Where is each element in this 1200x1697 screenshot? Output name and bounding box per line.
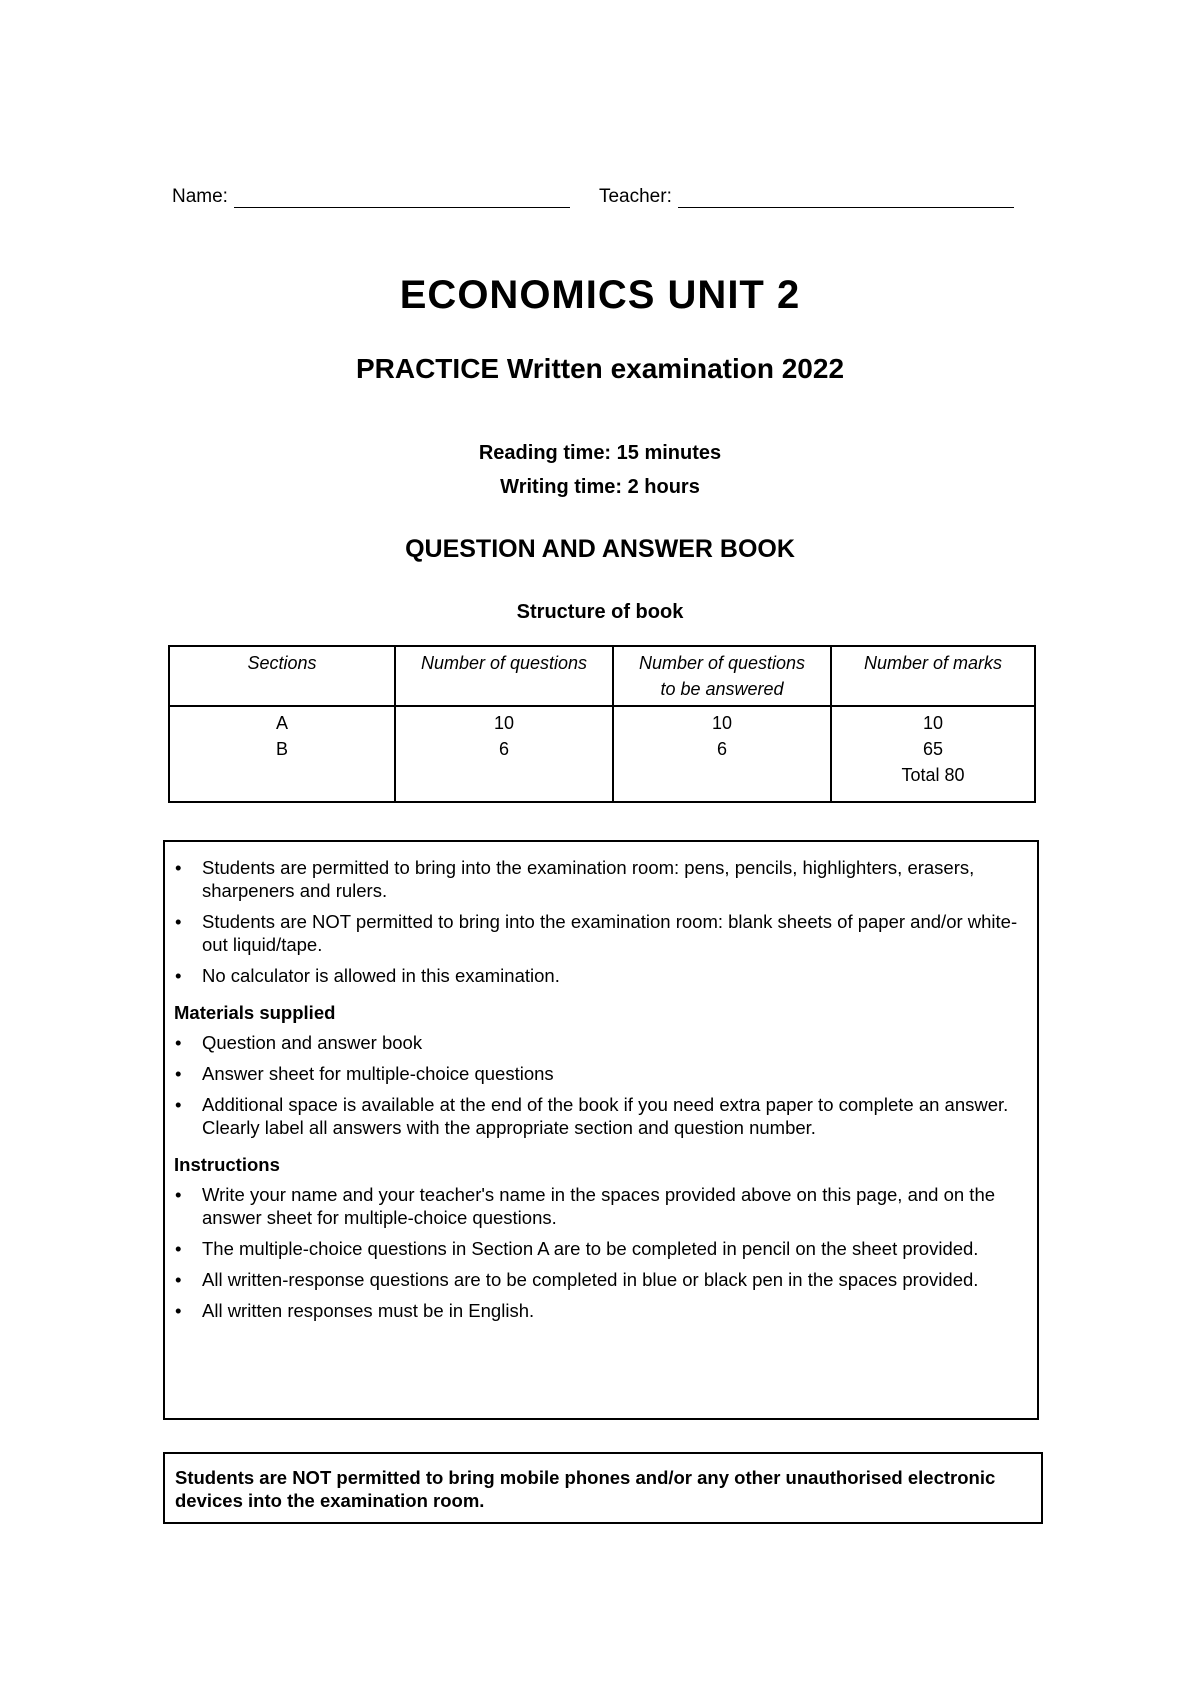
rules-box: [163, 840, 1039, 1420]
instructions-heading: Instructions: [174, 1154, 280, 1175]
list-item: • Write your name and your teacher's name in the spaces provided above on this page, and on the answer sheet for multiple-choice questions.: [175, 1184, 996, 1228]
bullet-icon: •: [175, 1063, 182, 1084]
structure-heading: Structure of book: [516, 601, 684, 623]
materials-list: [174, 1031, 1027, 1139]
col-questions-to-answer-label: Number of questions to be answered: [638, 653, 806, 699]
structure-data-row: [169, 706, 1035, 802]
name-field[interactable]: [234, 187, 570, 208]
section-a: A: [275, 713, 288, 733]
writing-time: Writing time: 2 hours: [500, 476, 700, 498]
page-subtitle: PRACTICE Written examination 2022: [355, 353, 845, 384]
bullet-icon: •: [175, 911, 182, 932]
book-heading: QUESTION AND ANSWER BOOK: [405, 535, 795, 563]
bullet-icon: •: [175, 1094, 182, 1115]
structure-header-row: [169, 646, 1035, 706]
bullet-icon: •: [175, 1184, 182, 1205]
marks-a: 10: [922, 713, 944, 733]
list-item: • All written-response questions are to be completed in blue or black pen in the spaces provided.: [175, 1269, 979, 1290]
col-sections: Sections: [169, 646, 395, 706]
general-rules-list: [174, 856, 1027, 987]
col-number-of-questions: Number of questions: [395, 646, 613, 706]
questions-b: 6: [498, 739, 509, 759]
questions-cell: [395, 706, 613, 802]
warning-box: [163, 1452, 1043, 1524]
warning-text: Students are NOT permitted to bring mobile phones and/or any other unauthorised electronic devices into the examination room.: [175, 1467, 996, 1511]
name-label: Name:: [172, 186, 228, 207]
list-item: • All written responses must be in English.: [175, 1300, 535, 1321]
list-item: • Students are NOT permitted to bring into the examination room: blank sheets of paper and/or white-out liquid/tape.: [175, 911, 1018, 955]
page-title: ECONOMICS UNIT 2: [399, 273, 801, 317]
to-answer-b: 6: [716, 739, 727, 759]
list-item: • No calculator is allowed in this examination.: [175, 965, 560, 986]
sections-cell: [169, 706, 395, 802]
list-item: • Students are permitted to bring into the examination room: pens, pencils, highlighters, erasers, sharpeners and rulers.: [175, 857, 975, 901]
name-teacher-line: [172, 186, 1014, 208]
structure-table: [168, 645, 1036, 803]
marks-total: Total 80: [901, 765, 965, 785]
bullet-icon: •: [175, 1300, 182, 1321]
teacher-label: Teacher:: [598, 186, 672, 207]
list-item: • Question and answer book: [175, 1032, 423, 1053]
reading-time: Reading time: 15 minutes: [478, 442, 722, 464]
col-questions-to-answer: [613, 646, 831, 706]
marks-b: 65: [922, 739, 944, 759]
to-answer-a: 10: [711, 713, 733, 733]
list-item: • The multiple-choice questions in Section A are to be completed in pencil on the sheet provided.: [175, 1238, 979, 1259]
list-item: • Additional space is available at the end of the book if you need extra paper to complete an answer. Clearly label all answers with the appropriate section and question number.: [175, 1094, 1009, 1138]
materials-heading: Materials supplied: [174, 1002, 336, 1023]
bullet-icon: •: [175, 1269, 182, 1290]
instructions-list: [174, 1183, 1027, 1322]
col-number-of-marks: Number of marks: [831, 646, 1035, 706]
section-b: B: [275, 739, 288, 759]
list-item: • Answer sheet for multiple-choice questions: [175, 1063, 554, 1084]
bullet-icon: •: [175, 965, 182, 986]
teacher-field[interactable]: [678, 187, 1014, 208]
marks-cell: [831, 706, 1035, 802]
bullet-icon: •: [175, 1238, 182, 1259]
bullet-icon: •: [175, 857, 182, 878]
questions-a: 10: [493, 713, 515, 733]
bullet-icon: •: [175, 1032, 182, 1053]
to-answer-cell: [613, 706, 831, 802]
